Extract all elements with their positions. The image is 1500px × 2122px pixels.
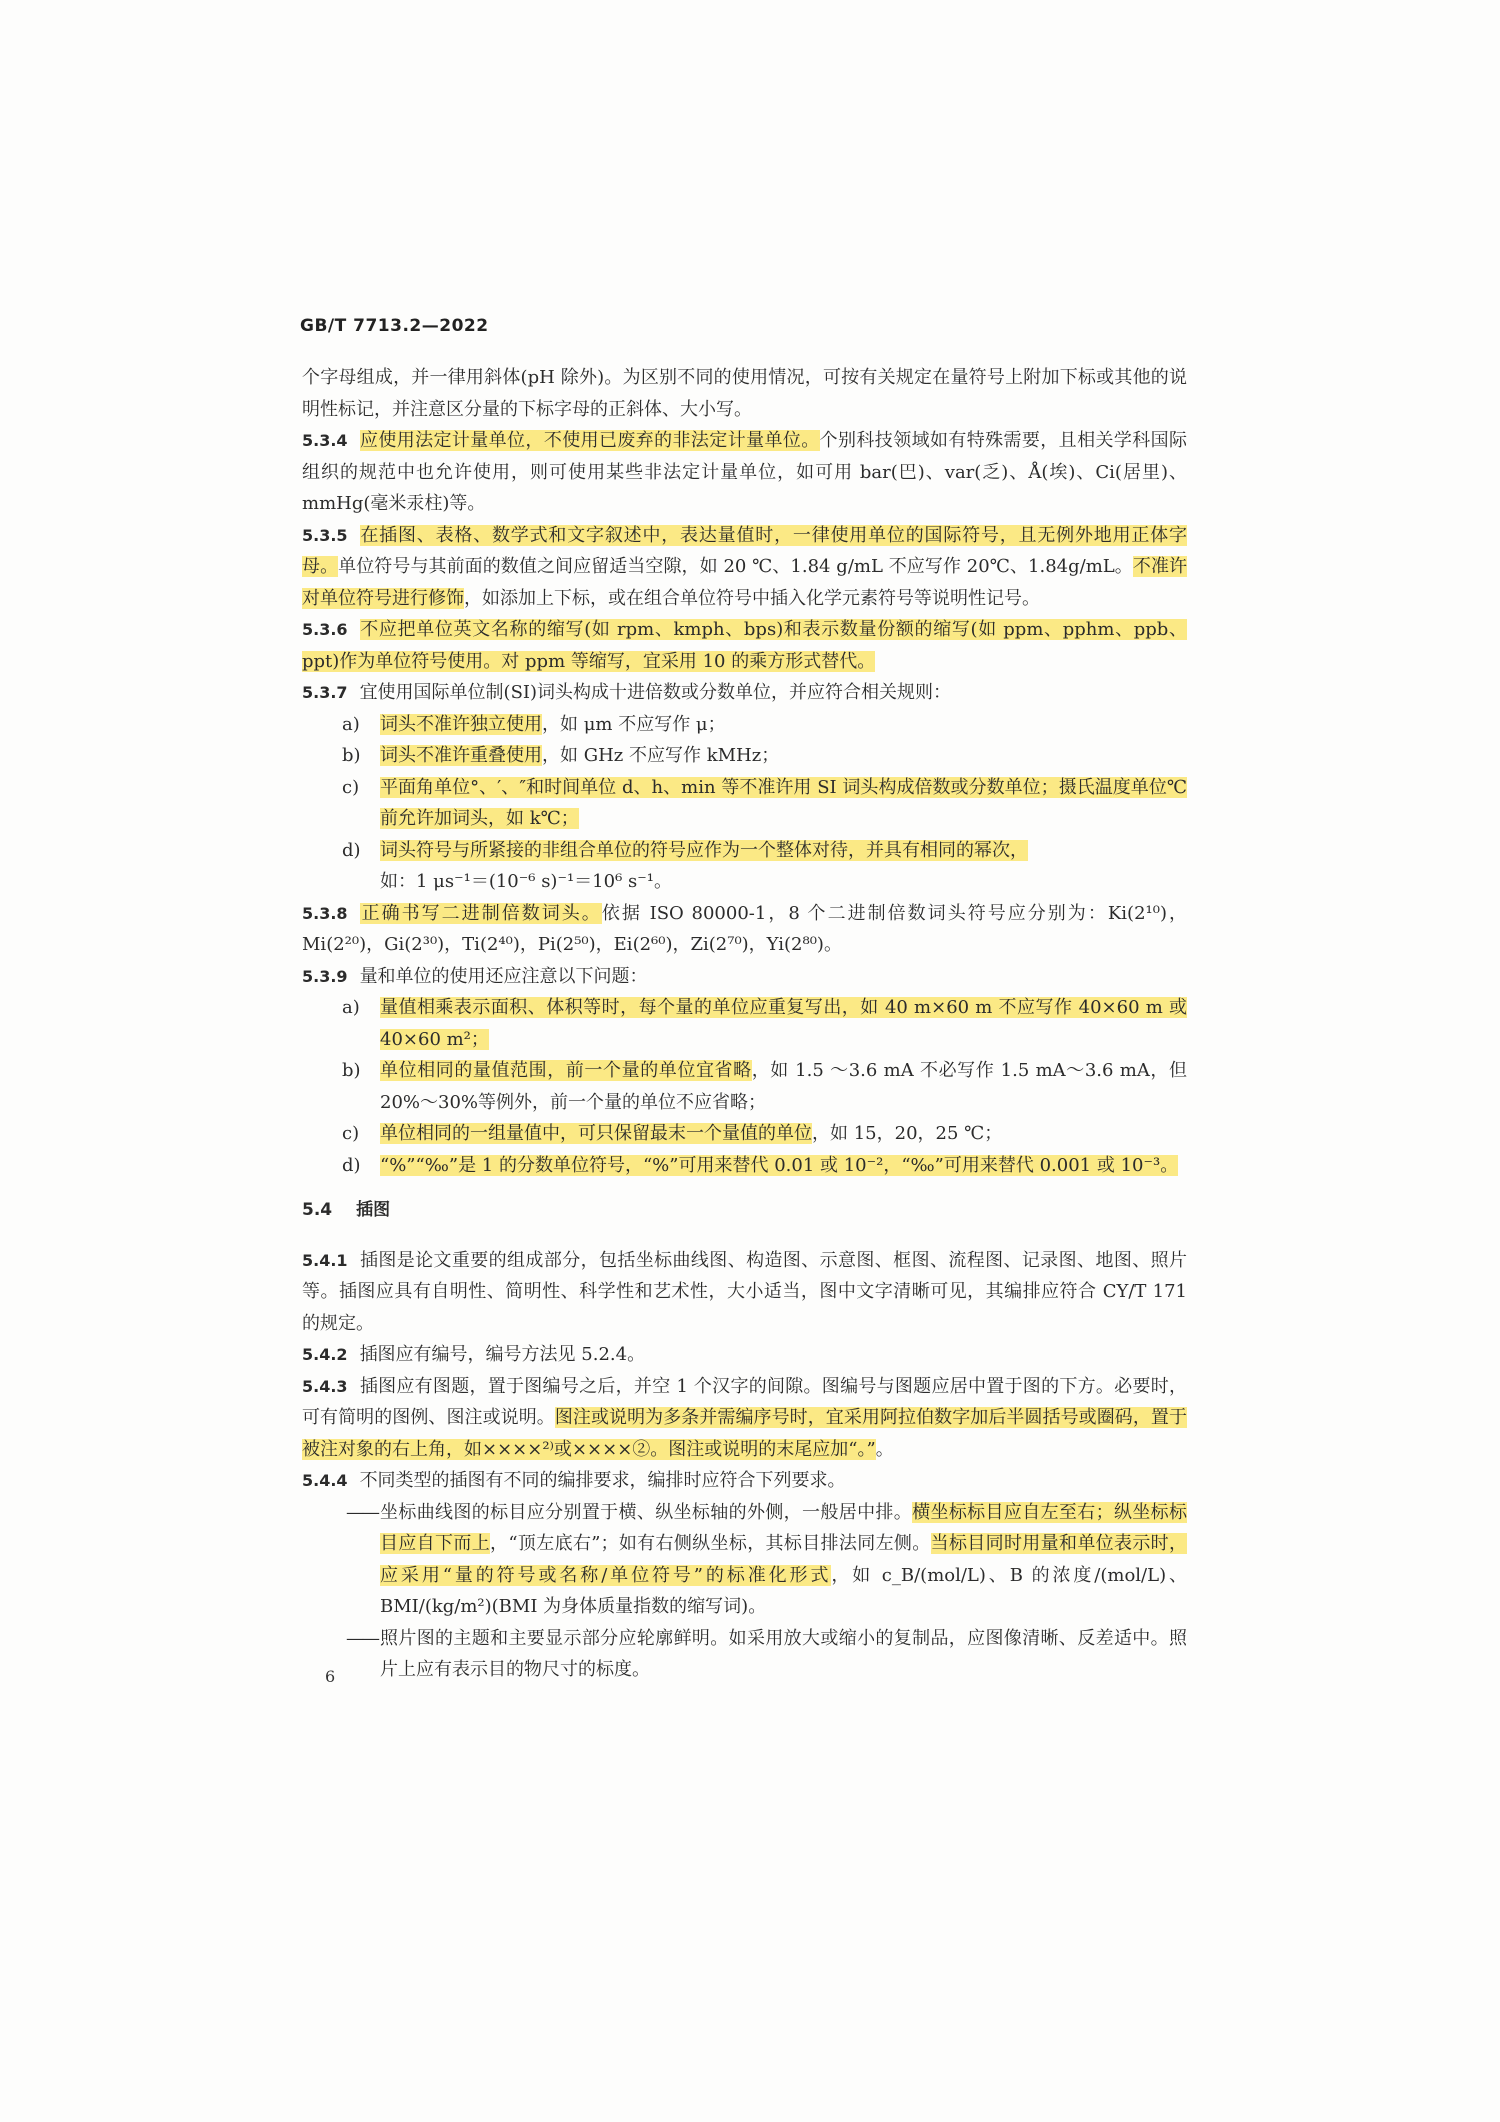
clause-5-4-4	[302, 1465, 1187, 1497]
clause-text: 个别科技领域如有特殊需要，且相关学科国际组织的规范中也允许使用，则可使用某些非法定计量单位，如可用 bar(巴)、var(乏)、Å(埃)、Ci(居里)、mmHg(毫米汞柱)等。	[302, 430, 1188, 514]
clause-text: 插图是论文重要的组成部分，包括坐标曲线图、构造图、示意图、框图、流程图、记录图、地图、照片等。插图应具有自明性、简明性、科学性和艺术性，大小适当，图中文字清晰可见，其编排应符合 CY/T 171 的规定。	[302, 1249, 1187, 1334]
clause-text: 量和单位的使用还应注意以下问题：	[359, 965, 648, 987]
highlighted-text: 当标目同时用量和单位表示时，应采用“量的符号或名称/单位符号”的标准化形式	[380, 1533, 1188, 1586]
clause-5-4-2	[302, 1339, 1187, 1371]
list-label: d)	[342, 839, 361, 861]
list-label: a)	[342, 713, 360, 735]
list-item-c	[302, 772, 1187, 835]
dash-list-item	[302, 1623, 1187, 1686]
list-text: ，如 c_B/(mol/L)、B 的浓度/(mol/L)、BMI/(kg/m²)(BMI 为身体质量指数的缩写词)。	[380, 1564, 1187, 1617]
clause-number: 5.3.9	[302, 966, 348, 986]
clause-5-3-8	[302, 898, 1187, 961]
list-item-a	[302, 709, 1187, 741]
list-item-b	[302, 740, 1187, 772]
list-item-a	[302, 992, 1187, 1055]
clause-5-3-9	[302, 961, 1187, 993]
list-text: ，“顶左底右”；如有右侧纵坐标，其标目排法同左侧。	[490, 1533, 931, 1554]
highlighted-text: 单位相同的一组量值中，可只保留最末一个量值的单位	[380, 1123, 812, 1144]
clause-number: 5.4.1	[302, 1250, 348, 1270]
dash-label: ——	[346, 1627, 378, 1649]
clause-number: 5.3.6	[302, 620, 348, 639]
list-item-d	[302, 1150, 1187, 1182]
list-label: d)	[342, 1154, 361, 1176]
paragraph-text: 个字母组成，并一律用斜体(pH 除外)。为区别不同的使用情况，可按有关规定在量符号上附加下标或其他的说明性标记，并注意区分量的下标字母的正斜体、大小写。	[302, 367, 1187, 420]
clause-5-3-4	[302, 425, 1187, 520]
clause-5-3-5	[302, 520, 1187, 615]
highlighted-text: 平面角单位°、′、″和时间单位 d、h、min 等不准许用 SI 词头构成倍数或分数单位；摄氏温度单位℃前允许加词头，如 k℃；	[380, 776, 1187, 829]
list-text: ，如 15，20，25 ℃；	[812, 1123, 1003, 1144]
section-title: 插图	[356, 1200, 391, 1220]
highlighted-text: 应使用法定计量单位，不使用已废弃的非法定计量单位。	[359, 430, 820, 451]
clause-text: 不同类型的插图有不同的编排要求，编排时应符合下列要求。	[359, 1470, 846, 1491]
clause-number: 5.3.5	[302, 525, 348, 545]
list-text: ，如 μm 不应写作 μ；	[542, 713, 726, 735]
dash-label: ——	[346, 1501, 378, 1523]
list-item-c	[302, 1118, 1187, 1150]
clause-text: 依据 ISO 80000-1，8 个二进制倍数词头符号应分别为：Ki(2¹⁰)，Mi(2²⁰)，Gi(2³⁰)，Ti(2⁴⁰)，Pi(2⁵⁰)，Ei(2⁶⁰)，Zi(2⁷⁰)，Yi(2⁸⁰)。	[302, 902, 1187, 955]
highlighted-text: 不准许对单位符号进行修饰	[302, 556, 1188, 609]
highlighted-text: 词头不准许重叠使用	[380, 745, 542, 766]
clause-text: ，如添加上下标，或在组合单位符号中插入化学元素符号等说明性记号。	[464, 587, 1040, 609]
clause-text: 宜使用国际单位制(SI)词头构成十进倍数或分数单位，并应符合相关规则：	[359, 682, 952, 703]
example-formula: 如：1 μs⁻¹＝(10⁻⁶ s)⁻¹＝10⁶ s⁻¹。	[380, 871, 672, 892]
list-label: c)	[342, 1123, 360, 1144]
list-label: b)	[342, 1060, 361, 1081]
highlighted-text: 不应把单位英文名称的缩写(如 rpm、kmph、bps)和表示数量份额的缩写(如 ppm、pphm、ppb、ppt)作为单位符号使用。对 ppm 等缩写，宜采用 10 的乘方形式替代。	[302, 619, 1187, 672]
list-text: ，如 GHz 不应写作 kMHz；	[542, 745, 780, 766]
clause-text: 单位符号与其前面的数值之间应留适当空隙，如 20 ℃、1.84 g/mL 不应写作 20℃、1.84g/mL。	[338, 556, 1133, 577]
highlighted-text: 在插图、表格、数学式和文字叙述中，表达量值时，一律使用单位的国际符号，且无例外地用正体字母。	[302, 524, 1187, 577]
list-text: ，如 1.5 ～3.6 mA 不必写作 1.5 mA～3.6 mA，但 20%～30%等例外，前一个量的单位不应省略；	[380, 1060, 1187, 1113]
highlighted-text: “%”“‰”是 1 的分数单位符号，“%”可用来替代 0.01 或 10⁻²，“‰”可用来替代 0.001 或 10⁻³。	[380, 1154, 1179, 1176]
section-heading	[302, 1195, 1187, 1227]
paragraph-continued	[302, 362, 1187, 425]
clause-number: 5.4.2	[302, 1345, 348, 1364]
clause-number: 5.4.3	[302, 1376, 348, 1396]
highlighted-text: 横坐标标目应自左至右；纵坐标标目应自下而上	[380, 1501, 1188, 1554]
list-label: a)	[342, 997, 360, 1018]
section-number: 5.4	[302, 1200, 333, 1220]
highlighted-text: 词头符号与所紧接的非组合单位的符号应作为一个整体对待，并具有相同的幂次，	[380, 839, 1028, 861]
document-body	[302, 362, 1187, 1686]
list-item-d	[302, 835, 1187, 867]
clause-5-4-1	[302, 1245, 1187, 1340]
standard-code-header: GB/T 7713.2—2022	[300, 316, 489, 336]
list-example	[302, 866, 1187, 898]
clause-number: 5.3.4	[302, 431, 348, 450]
list-text: 照片图的主题和主要显示部分应轮廓鲜明。如采用放大或缩小的复制品，应图像清晰、反差适中。照片上应有表示目的物尺寸的标度。	[380, 1627, 1187, 1680]
clause-number: 5.3.8	[302, 903, 348, 923]
clause-text: 插图应有图题，置于图编号之后，并空 1 个汉字的间隙。图编号与图题应居中置于图的下方。必要时，可有简明的图例、图注或说明。	[302, 1375, 1187, 1428]
clause-5-4-3	[302, 1371, 1187, 1466]
highlighted-text: 正确书写二进制倍数词头。	[359, 902, 602, 924]
highlighted-text: 图注或说明为多条并需编序号时，宜采用阿拉伯数字加后半圆括号或圈码，置于被注对象的右上角，如××××²⁾或××××②。图注或说明的末尾应加“。”	[302, 1407, 1187, 1460]
clause-5-3-7	[302, 677, 1187, 709]
list-text: 坐标曲线图的标目应分别置于横、纵坐标轴的外侧，一般居中排。	[380, 1501, 913, 1523]
list-label: b)	[342, 745, 361, 766]
dash-list-item	[302, 1497, 1187, 1623]
highlighted-text: 词头不准许独立使用	[380, 713, 542, 735]
highlighted-text: 量值相乘表示面积、体积等时，每个量的单位应重复写出，如 40 m×60 m 不应写作 40×60 m 或 40×60 m²；	[380, 997, 1187, 1050]
highlighted-text: 单位相同的量值范围，前一个量的单位宜省略	[380, 1060, 752, 1081]
list-item-b	[302, 1055, 1187, 1118]
clause-5-3-6	[302, 614, 1187, 677]
clause-number: 5.4.4	[302, 1471, 348, 1490]
page-number: 6	[325, 1667, 336, 1686]
clause-number: 5.3.7	[302, 683, 348, 702]
clause-text: 插图应有编号，编号方法见 5.2.4。	[359, 1344, 646, 1365]
list-label: c)	[342, 776, 360, 798]
clause-text: 。	[875, 1438, 894, 1460]
